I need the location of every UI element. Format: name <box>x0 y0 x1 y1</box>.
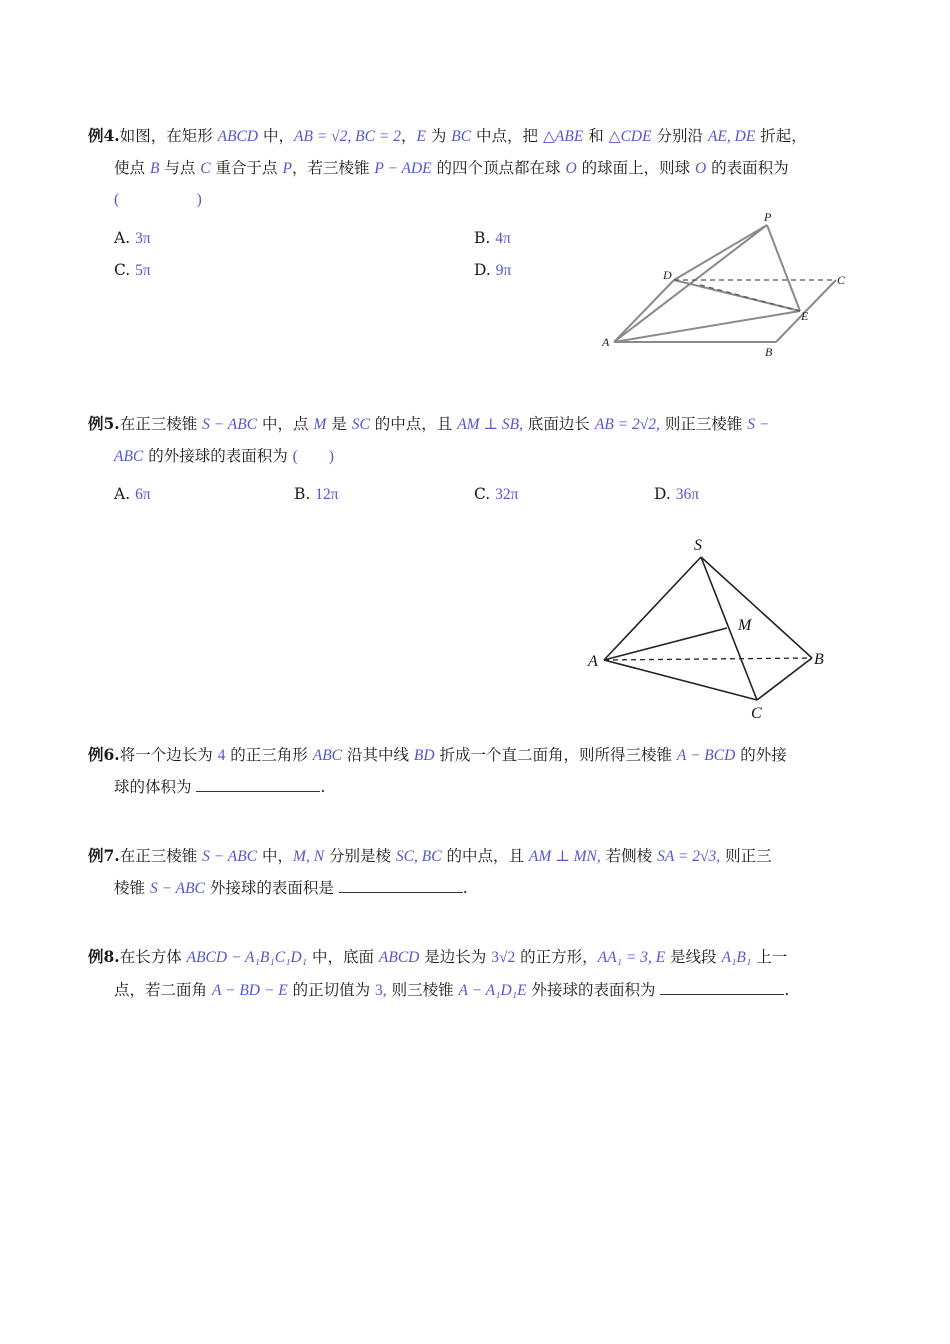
ex8-label: 例8. <box>88 947 120 966</box>
text: 的正三角形 <box>225 746 313 764</box>
edge-PD <box>674 225 767 280</box>
math: 3√2 <box>491 949 516 966</box>
text: 和 <box>583 127 609 145</box>
edge-BC <box>757 658 812 700</box>
text: . <box>462 879 468 897</box>
edge-AC <box>604 660 757 700</box>
edge-SA <box>604 557 701 660</box>
label-S: S <box>694 537 702 554</box>
text: 将一个边长为 <box>119 746 218 764</box>
math: SA = 2√3, <box>657 848 721 865</box>
math: A − A₁D₁E <box>458 982 527 999</box>
math: AB = √2, BC = 2 <box>294 128 401 145</box>
text: 的正方形， <box>515 948 598 966</box>
text: 的正切值为 <box>287 981 376 999</box>
math: S − <box>747 416 770 433</box>
text: 是边长为 <box>419 948 492 966</box>
text: ， <box>400 127 417 145</box>
text: 中，点 <box>257 415 314 433</box>
math: A₁B₁ <box>721 949 752 966</box>
text: 分别沿 <box>651 127 708 145</box>
math: A − BD − E <box>211 982 288 999</box>
math: A − BCD <box>676 747 736 764</box>
ex6-answer-blank[interactable] <box>196 777 320 792</box>
text: 外接球的表面积为 <box>526 981 661 999</box>
text: 的中点，且 <box>441 847 529 865</box>
edge-SB <box>701 557 812 658</box>
ex8-line2 <box>114 980 789 1001</box>
math: AM ⊥ MN, <box>528 848 601 865</box>
option-value: 5π <box>135 262 151 279</box>
text: 则正三 <box>720 847 772 865</box>
ex5-option-c[interactable] <box>474 484 519 505</box>
ex6-line1 <box>88 745 787 766</box>
text: 使点 <box>114 159 150 177</box>
ex4-figure <box>590 205 860 365</box>
option-letter: C. <box>474 485 491 503</box>
math: E <box>416 128 426 145</box>
option-value: 9π <box>495 262 512 279</box>
math: C <box>200 160 211 177</box>
text: 球的体积为 <box>114 778 197 796</box>
text: 中， <box>258 127 295 145</box>
label-B: B <box>765 345 773 359</box>
option-letter: A. <box>114 229 131 247</box>
math: M <box>313 416 327 433</box>
math: ABCD − A₁B₁C₁D₁ <box>186 949 308 966</box>
edge-AE <box>614 311 800 342</box>
text: 若侧棱 <box>600 847 658 865</box>
ex4-option-c[interactable] <box>114 260 151 281</box>
ex5-label: 例5. <box>88 414 120 433</box>
text: 折成一个直二面角，则所得三棱锥 <box>434 746 677 764</box>
text: 棱锥 <box>114 879 150 897</box>
text: 在正三棱锥 <box>119 847 203 865</box>
text: . <box>784 981 790 999</box>
math: SC <box>351 416 370 433</box>
text: 的球面上，则球 <box>576 159 696 177</box>
ex4-option-a[interactable] <box>114 228 151 249</box>
ex5-line1 <box>88 414 769 435</box>
math: S − ABC <box>202 848 258 865</box>
math: SC, BC <box>395 848 442 865</box>
text: ，若三棱锥 <box>291 159 375 177</box>
text: 则三棱锥 <box>386 981 459 999</box>
ex5-line2 <box>114 446 334 467</box>
option-letter: C. <box>114 261 131 279</box>
label-A: A <box>588 653 598 670</box>
ex8-answer-blank[interactable] <box>660 980 784 995</box>
text: 的表面积为 <box>706 159 789 177</box>
text: 中， <box>257 847 294 865</box>
ex5-option-d[interactable] <box>654 484 699 505</box>
math: O <box>565 160 577 177</box>
math: BC <box>451 128 472 145</box>
ex5-option-a[interactable] <box>114 484 151 505</box>
ex7-answer-blank[interactable] <box>339 878 463 893</box>
label-D: D <box>663 268 672 282</box>
ex7-line1 <box>88 846 772 867</box>
text: 的外接 <box>735 746 787 764</box>
edge-AM <box>604 628 727 660</box>
option-letter: B. <box>474 229 491 247</box>
math: P <box>282 160 292 177</box>
text: 的四个顶点都在球 <box>431 159 566 177</box>
label-M: M <box>738 617 752 634</box>
ex4-line2 <box>114 158 789 179</box>
text: 是 <box>326 415 352 433</box>
ex5-answer-paren[interactable]: ( ) <box>292 448 334 465</box>
math: 3, <box>375 982 387 999</box>
option-value: 6π <box>135 486 151 503</box>
text: 中，底面 <box>307 948 379 966</box>
ex4-label: 例4. <box>88 126 120 145</box>
option-letter: D. <box>654 485 671 503</box>
text: 为 <box>425 127 452 145</box>
label-B: B <box>814 651 824 668</box>
math: ABC <box>114 448 144 465</box>
option-value: 12π <box>315 486 339 503</box>
text: 底面边长 <box>523 415 595 433</box>
ex4-answer-paren[interactable]: ( ) <box>114 191 202 208</box>
label-C: C <box>751 705 762 722</box>
math: AB = 2√2, <box>594 416 660 433</box>
math: △CDE <box>608 128 652 145</box>
label-A: A <box>602 335 610 349</box>
edge-PE <box>767 225 800 311</box>
text: 点，若二面角 <box>114 981 212 999</box>
option-letter: D. <box>474 261 491 279</box>
text: 的外接球的表面积为 <box>143 447 293 465</box>
label-C: C <box>837 273 846 287</box>
label-E: E <box>801 309 809 323</box>
text: . <box>320 778 326 796</box>
ex6-label: 例6. <box>88 745 120 764</box>
text: 重合于点 <box>210 159 283 177</box>
math: M, N <box>293 848 325 865</box>
text: 的中点，且 <box>369 415 458 433</box>
option-value: 4π <box>495 230 511 247</box>
edge-AB-dashed <box>604 658 812 660</box>
math: O <box>695 160 707 177</box>
text: 中点，把 <box>471 127 543 145</box>
ex4-line1 <box>88 126 807 147</box>
text: 与点 <box>159 159 201 177</box>
option-letter: A. <box>114 485 131 503</box>
text: 外接球的表面积是 <box>204 879 339 897</box>
math: P − ADE <box>374 160 432 177</box>
math: AM ⊥ SB, <box>457 416 523 433</box>
ex5-figure <box>584 530 844 726</box>
math: AE, DE <box>707 128 756 145</box>
text: 如图，在矩形 <box>119 127 218 145</box>
ex6-line2 <box>114 777 325 797</box>
math: ABC <box>312 747 343 764</box>
option-value: 32π <box>495 486 519 503</box>
math: S − ABC <box>202 416 258 433</box>
ex4-option-d[interactable] <box>474 260 511 281</box>
math: B <box>149 160 160 177</box>
option-value: 36π <box>675 486 700 503</box>
ex5-option-b[interactable] <box>294 484 339 505</box>
option-letter: B. <box>294 485 311 503</box>
math: ABCD <box>217 128 259 145</box>
math: ABCD <box>378 949 420 966</box>
text: 是线段 <box>665 948 722 966</box>
ex8-line1 <box>88 947 787 968</box>
text: 上一 <box>751 948 788 966</box>
text: 则正三棱锥 <box>659 415 748 433</box>
text: 分别是棱 <box>324 847 396 865</box>
math: S − ABC <box>149 880 205 897</box>
math: BD <box>413 747 435 764</box>
text: 折起， <box>755 127 807 145</box>
ex7-line2 <box>114 878 468 899</box>
math: 4 <box>217 747 226 764</box>
math: △ABE <box>542 128 584 145</box>
text: 沿其中线 <box>342 746 414 764</box>
option-value: 3π <box>135 230 151 247</box>
text: 在正三棱锥 <box>119 415 203 433</box>
ex4-option-b[interactable] <box>474 228 511 249</box>
label-P: P <box>764 210 772 224</box>
math: AA₁ = 3, E <box>597 949 666 966</box>
text: 在长方体 <box>119 948 187 966</box>
ex7-label: 例7. <box>88 846 120 865</box>
